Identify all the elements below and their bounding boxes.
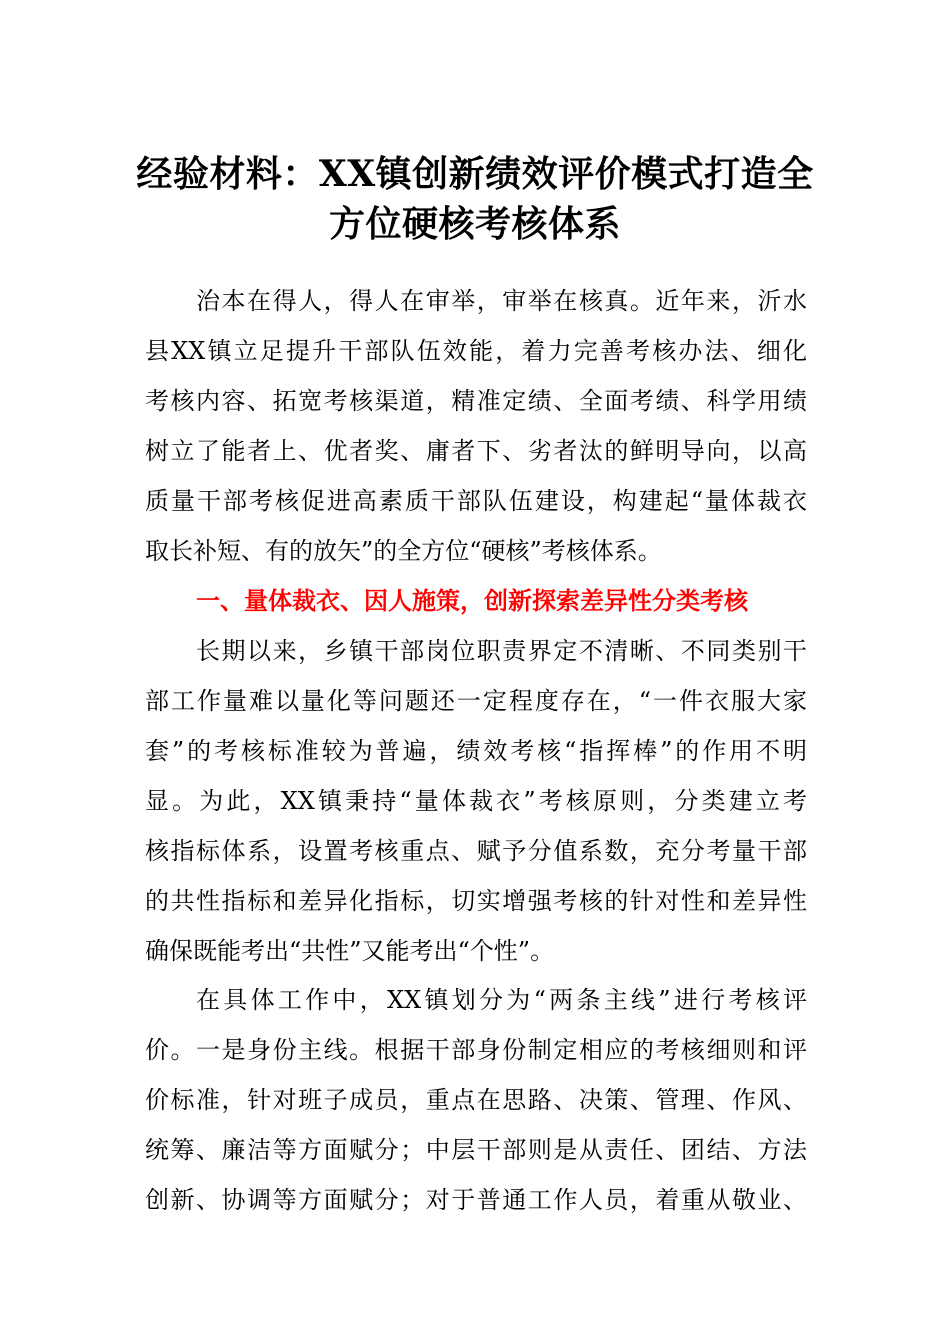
paragraph-2-line: 的共性指标和差异化指标，切实增强考核的针对性和差异性 <box>145 887 807 915</box>
paragraph-2-line: 核指标体系，设置考核重点、赋予分值系数，充分考量干部 <box>145 837 807 865</box>
paragraph-1-line: 治本在得人，得人在审举，审举在核真。近年来，沂水 <box>196 287 807 315</box>
paragraph-3-line: 价标准，针对班子成员，重点在思路、决策、管理、作风、 <box>145 1086 807 1114</box>
document-title-line-1: 经验材料：XX镇创新绩效评价模式打造全 <box>136 153 814 195</box>
paragraph-3-line: 价。一是身份主线。根据干部身份制定相应的考核细则和评 <box>145 1036 807 1064</box>
paragraph-2-line: 确保既能考出“共性”又能考出“个性”。 <box>145 937 555 965</box>
paragraph-2-line: 部工作量难以量化等问题还一定程度存在，“一件衣服大家 <box>145 687 807 715</box>
paragraph-1-line: 质量干部考核促进高素质干部队伍建设，构建起“量体裁衣 <box>145 487 807 515</box>
paragraph-3-line: 在具体工作中，XX镇划分为“两条主线”进行考核评 <box>196 986 807 1014</box>
paragraph-3-line: 统筹、廉洁等方面赋分；中层干部则是从责任、团结、方法 <box>145 1136 807 1164</box>
document-title-line-2: 方位硬核考核体系 <box>328 203 621 245</box>
paragraph-1-line: 考核内容、拓宽考核渠道，精准定绩、全面考绩、科学用绩 <box>145 387 807 415</box>
paragraph-2-line: 显。为此，XX镇秉持“量体裁衣”考核原则，分类建立考 <box>145 787 807 815</box>
paragraph-1-line: 取长补短、有的放矢”的全方位“硬核”考核体系。 <box>145 537 662 565</box>
paragraph-1-line: 树立了能者上、优者奖、庸者下、劣者汰的鲜明导向，以高 <box>145 437 807 465</box>
paragraph-3-line: 创新、协调等方面赋分；对于普通工作人员，着重从敬业、 <box>145 1186 807 1214</box>
paragraph-2-line: 套”的考核标准较为普遍，绩效考核“指挥棒”的作用不明 <box>145 737 807 765</box>
section-1-heading: 一、量体裁衣、因人施策，创新探索差异性分类考核 <box>196 587 748 615</box>
paragraph-1-line: 县XX镇立足提升干部队伍效能，着力完善考核办法、细化 <box>145 337 807 365</box>
paragraph-2-line: 长期以来，乡镇干部岗位职责界定不清晰、不同类别干 <box>196 637 807 665</box>
